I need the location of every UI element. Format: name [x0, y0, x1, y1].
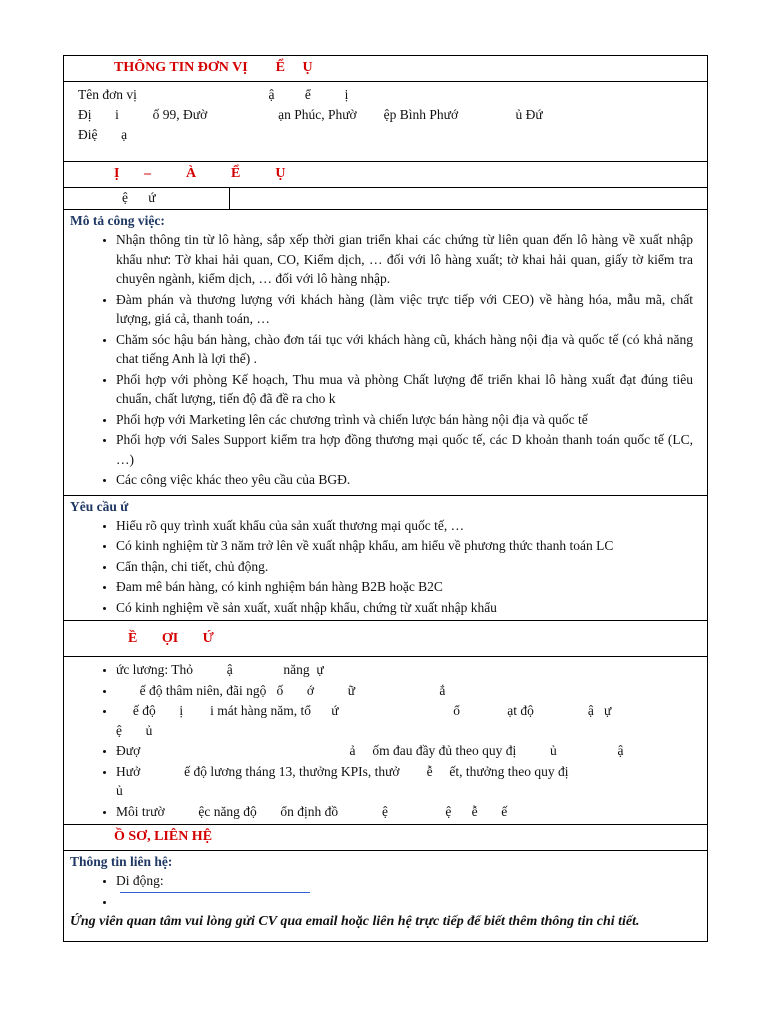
list-item: • Đam mê bán hàng, có kinh nghiệm bán hàng B2B hoặc B2C — [116, 577, 707, 597]
email-link[interactable] — [120, 880, 310, 893]
list-item: • Phối hợp với Sales Support kiểm tra hợp đồng thương mại quốc tế, các D khoản thanh toán quốc tế (LC, …) — [116, 430, 707, 469]
list-item: • Phối hợp với Marketing lên các chương trình và chiến lược bán hàng nội địa và quốc tế — [116, 410, 707, 430]
position-section-header — [64, 162, 707, 188]
position-row — [64, 188, 707, 210]
list-item: • Cẩn thận, chi tiết, chủ động. — [116, 557, 707, 577]
list-item: • Hưở ế độ lương tháng 13, thưởng KPIs, thưở ễ ết, thưởng theo quy đị ủ — [116, 762, 707, 801]
company-header-text: THÔNG TIN ĐƠN VỊ Ể Ụ — [114, 60, 313, 75]
company-section-header — [64, 56, 707, 82]
email-item — [116, 892, 707, 912]
list-item: • Chăm sóc hậu bán hàng, chào đơn tái tục với khách hàng cũ, khách hàng nội địa và quốc tế (có khả năng chat tiếng Anh là lợi thế) . — [116, 330, 707, 369]
company-info-cell — [64, 82, 707, 162]
list-item: • Hiểu rõ quy trình xuất khẩu của sản xuất thương mại quốc tế, … — [116, 516, 707, 536]
position-label: ệ ứ — [64, 188, 230, 209]
apply-note: Ứng viên quan tâm vui lòng gửi CV qua email hoặc liên hệ trực tiếp để biết thêm thông tin chi tiết. — [70, 914, 640, 929]
job-description-list — [64, 230, 707, 490]
list-item: • ế độ thâm niên, đãi ngộ ố ớ ữ ắ — [116, 681, 707, 701]
job-description-cell — [64, 210, 707, 496]
list-item: • ế độ ị i mát hàng năm, tổ ứ ổ ạt độ ậ ự ệ ủ — [116, 701, 707, 740]
list-item: • Có kinh nghiệm từ 3 năm trở lên về xuất nhập khẩu, am hiểu về phương thức thanh toán LC — [116, 536, 707, 556]
requirements-cell — [64, 496, 707, 622]
requirements-list — [64, 516, 707, 618]
contact-cell — [64, 851, 707, 941]
benefits-cell — [64, 657, 707, 825]
company-name-line: Tên đơn vị ậ ể ị — [78, 87, 349, 102]
list-item: • Các công việc khác theo yêu cầu của BGĐ. — [116, 470, 707, 490]
benefits-section-header — [64, 621, 707, 657]
job-description-title: Mô tả công việc: — [70, 213, 165, 228]
job-posting-table — [63, 55, 708, 942]
list-item: • Môi trườ ệc năng độ ổn định đồ ệ ệ ễ ế — [116, 802, 707, 822]
company-address-line: Đị i ố 99, Đườ ạn Phúc, Phườ ệp Bình Phướ ủ Đứ — [78, 107, 543, 122]
requirements-title: Yêu cầu ứ — [70, 498, 129, 514]
apply-header-text: Ồ SƠ, LIÊN HỆ — [114, 829, 213, 844]
list-item: • Đượ ả ốm đau đầy đủ theo quy đị ủ ậ — [116, 741, 707, 761]
list-item: • Phối hợp với phòng Kế hoạch, Thu mua và phòng Chất lượng để triển khai lô hàng xuất đạt đúng tiêu chuẩn, chất lượng, tiến độ đã đề ra cho k — [116, 370, 707, 409]
list-item: • Có kinh nghiệm về sản xuất, xuất nhập khẩu, chứng từ xuất nhập khẩu — [116, 598, 707, 618]
benefits-list — [64, 660, 707, 821]
mobile-label: Di động: — [116, 873, 164, 888]
company-phone-line: Điệ ạ — [78, 127, 128, 142]
apply-section-header — [64, 825, 707, 851]
position-header-text: Ị – À Ể Ụ — [114, 166, 286, 181]
list-item: • ức lương: Thỏ ậ năng ự — [116, 660, 707, 680]
benefits-header-text: Ề ỢI Ứ — [128, 631, 214, 646]
list-item: • Nhận thông tin từ lô hàng, sắp xếp thời gian triển khai các chứng từ liên quan đến lô hàng về xuất nhập khẩu như: Tờ khai hải quan, CO, Kiểm dịch, … đối với lô hàng xuất; tờ khai hải quan, giấy tờ kiểm tra chuyên ngành, kiểm dịch, … đối với lô hàng nhập. — [116, 230, 707, 289]
contact-title: Thông tin liên hệ: — [70, 854, 173, 869]
list-item: • Đàm phán và thương lượng với khách hàng (làm việc trực tiếp với CEO) về hàng hóa, mẫu mã, chất lượng, giá cả, thanh toán, … — [116, 290, 707, 329]
